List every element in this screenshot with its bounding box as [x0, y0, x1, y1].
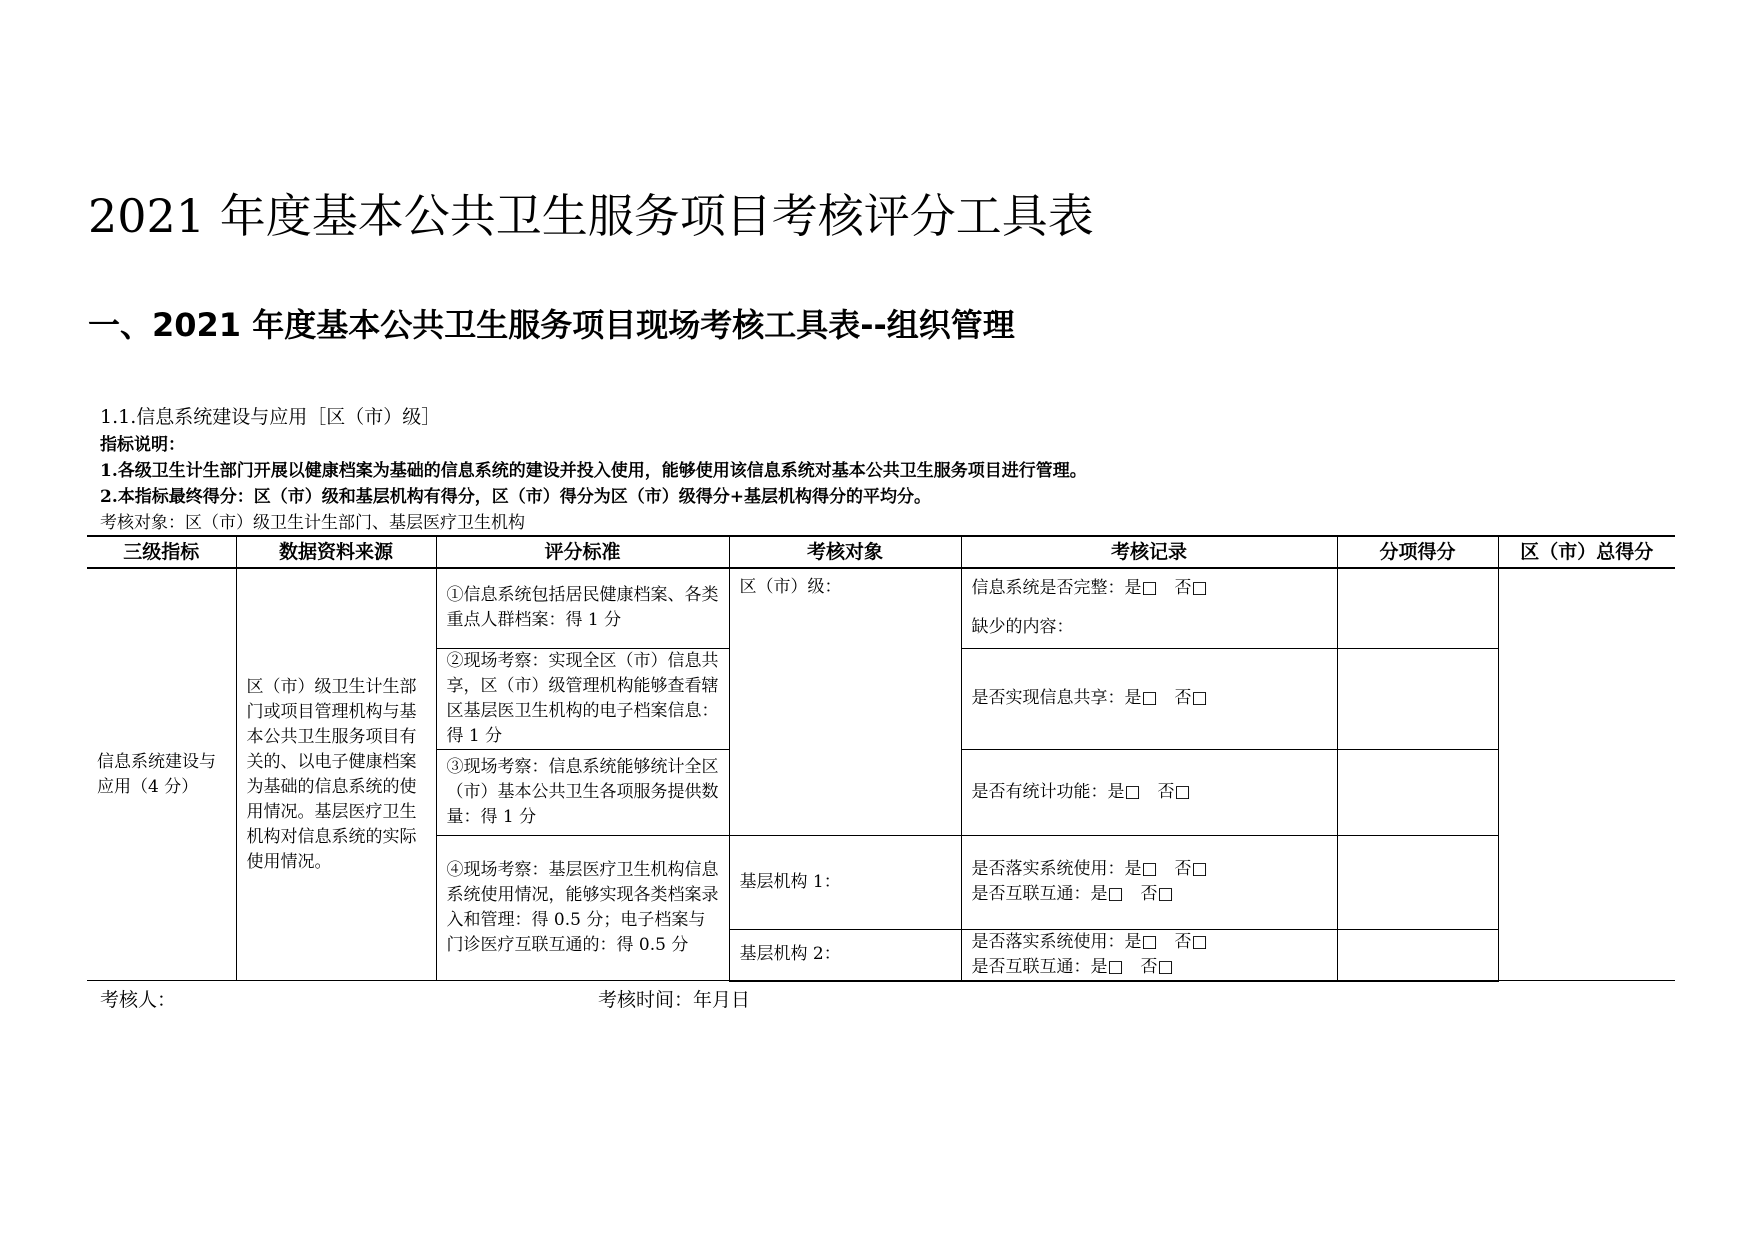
criteria-cell-3: ③现场考察：信息系统能够统计全区（市）基本公共卫生各项服务提供数量：得 1 分	[436, 749, 729, 835]
header-source: 数据资料来源	[236, 536, 436, 568]
document-subtitle: 一、2021 年度基本公共卫生服务项目现场考核工具表--组织管理	[88, 306, 1015, 344]
note-item-1: 1.各级卫生计生部门开展以健康档案为基础的信息系统的建设并投入使用，能够使用该信息系统对基本公共卫生服务项目进行管理。	[100, 461, 1087, 481]
note-label: 指标说明：	[100, 435, 185, 455]
record-cell-3: 是否有统计功能：是□ 否□	[961, 749, 1337, 835]
indicator-cell: 信息系统建设与应用（4 分）	[87, 568, 236, 981]
table-row	[87, 568, 1675, 648]
record-cell-5	[961, 929, 1337, 981]
total-score-cell[interactable]	[1498, 568, 1675, 981]
assessment-target-line: 考核对象：区（市）级卫生计生部门、基层医疗卫生机构	[100, 513, 525, 533]
header-item-score: 分项得分	[1337, 536, 1498, 568]
record-cell-1	[961, 568, 1337, 648]
target-district: 区（市）级：	[729, 568, 961, 835]
item-score-cell-4[interactable]	[1337, 835, 1498, 929]
item-score-cell-5[interactable]	[1337, 929, 1498, 981]
document-title: 2021 年度基本公共卫生服务项目考核评分工具表	[88, 189, 1094, 243]
assessment-time-label: 考核时间：年月日	[598, 989, 751, 1011]
header-record: 考核记录	[961, 536, 1337, 568]
record-system-use: 是否落实系统使用：是□ 否□	[971, 931, 1208, 952]
source-cell: 区（市）级卫生计生部门或项目管理机构与基本公共卫生服务项目有关的、以电子健康档案为基础的信息系统的使用情况。基层医疗卫生机构对信息系统的实际使用情况。	[236, 568, 436, 981]
examiner-label: 考核人：	[100, 989, 177, 1011]
indicator-intro	[100, 402, 1660, 536]
record-completeness: 信息系统是否完整：是□ 否□	[971, 578, 1208, 599]
record-cell-4	[961, 835, 1337, 929]
header-target: 考核对象	[729, 536, 961, 568]
target-base-2: 基层机构 2：	[729, 929, 961, 981]
scoring-table	[87, 535, 1675, 982]
record-interconnect: 是否互联互通：是□ 否□	[971, 956, 1174, 977]
header-total-score: 区（市）总得分	[1498, 536, 1675, 568]
record-missing-content: 缺少的内容：	[971, 617, 1074, 638]
record-system-use: 是否落实系统使用：是□ 否□	[971, 859, 1208, 879]
criteria-cell-1: ①信息系统包括居民健康档案、各类重点人群档案：得 1 分	[436, 568, 729, 648]
item-score-cell-2[interactable]	[1337, 648, 1498, 749]
criteria-cell-4: ④现场考察：基层医疗卫生机构信息系统使用情况，能够实现各类档案录入和管理：得 0.5 分；电子档案与门诊医疗互联互通的：得 0.5 分	[436, 835, 729, 981]
table-header-row	[87, 536, 1675, 568]
section-heading: 1.1.信息系统建设与应用［区（市）级］	[100, 406, 441, 428]
target-base-1: 基层机构 1：	[729, 835, 961, 929]
header-indicator: 三级指标	[87, 536, 236, 568]
header-criteria: 评分标准	[436, 536, 729, 568]
criteria-cell-2: ②现场考察：实现全区（市）信息共享，区（市）级管理机构能够查看辖区基层医卫生机构的电子档案信息：得 1 分	[436, 648, 729, 749]
record-cell-2: 是否实现信息共享：是□ 否□	[961, 648, 1337, 749]
item-score-cell-3[interactable]	[1337, 749, 1498, 835]
note-item-2: 2.本指标最终得分：区（市）级和基层机构有得分，区（市）得分为区（市）级得分+基层机构得分的平均分。	[100, 487, 931, 507]
item-score-cell-1[interactable]	[1337, 568, 1498, 648]
record-interconnect: 是否互联互通：是□ 否□	[971, 884, 1174, 904]
